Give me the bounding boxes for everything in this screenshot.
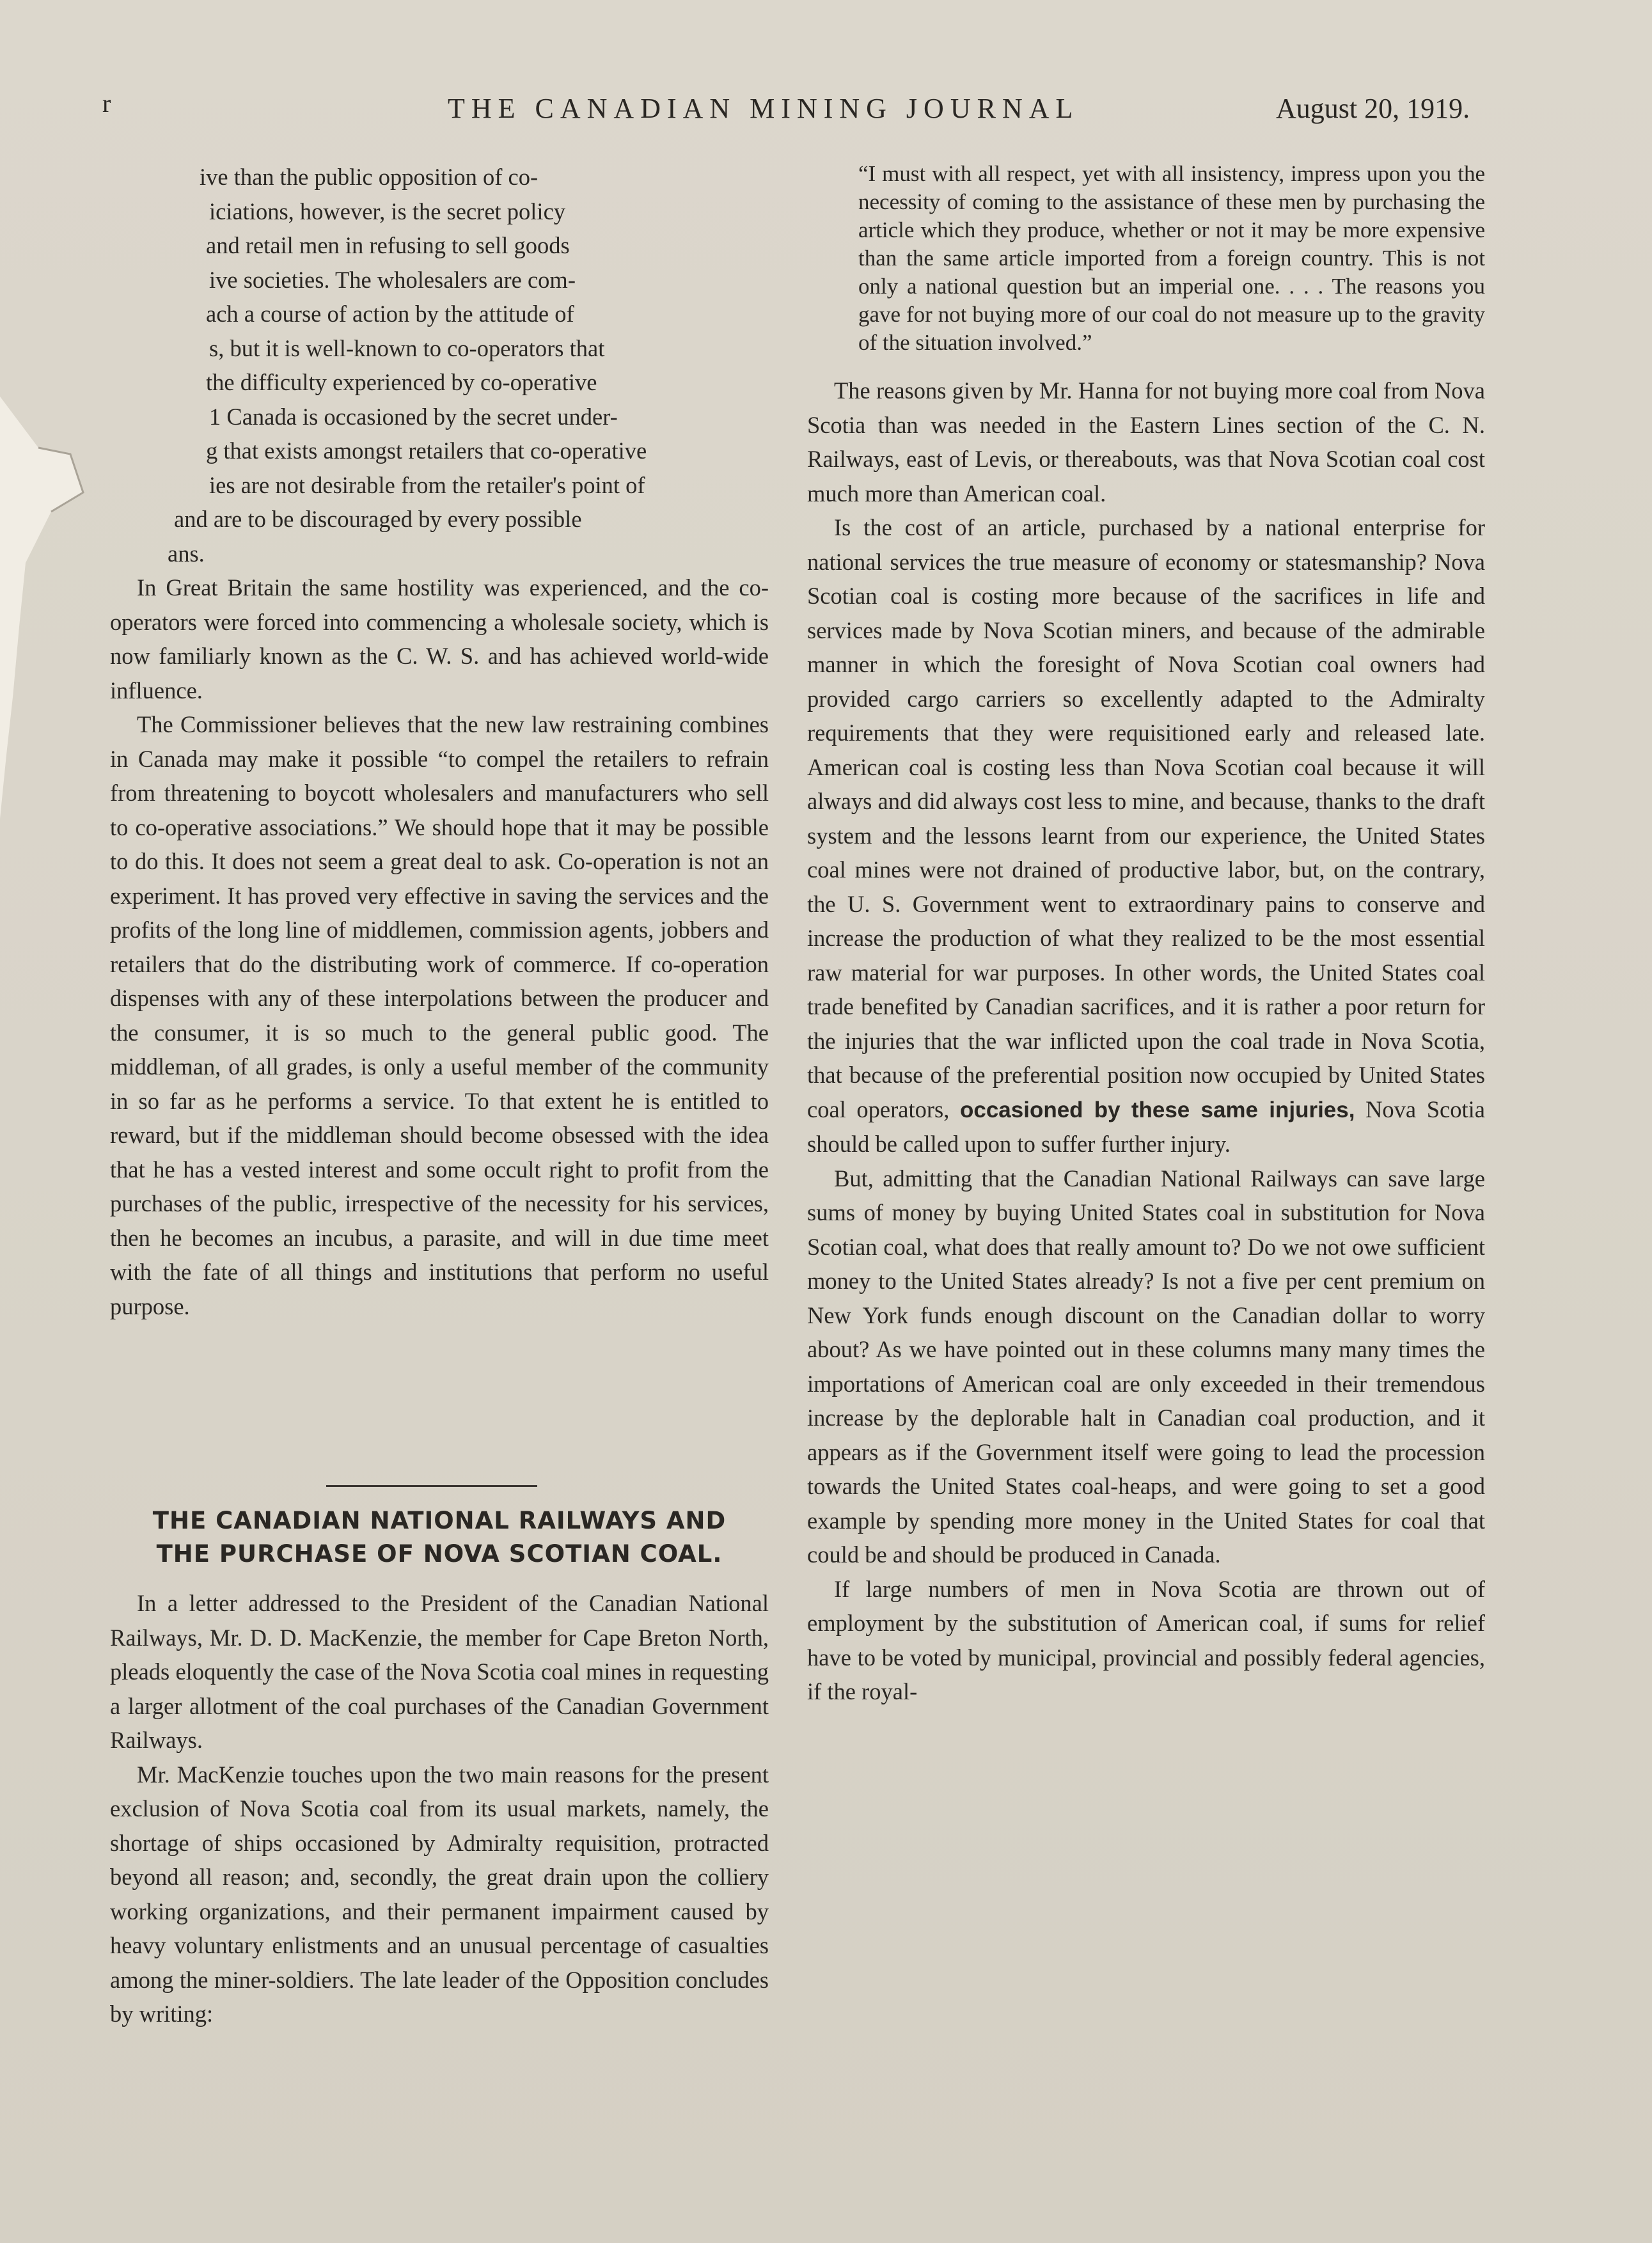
section-heading-line: THE CANADIAN NATIONAL RAILWAYS AND [152, 1507, 727, 1534]
torn-line: the difficulty experienced by co-operative [206, 369, 597, 395]
left-column [110, 160, 769, 1323]
block-quote: “I must with all respect, yet with all insistency, impress upon you the necessity of coming to the assistance of these men by purchasing the article which they produce, whether or not it may be more expensive than the same article imported from a foreign country. This is not only a national question but an imperial one. . . . The reasons you gave for not buying more of our coal do not measure up to the gravity of the situation involved.” [858, 161, 1485, 355]
page-header [0, 88, 1652, 127]
paragraph: If large numbers of men in Nova Scotia are thrown out of employment by the substitution of American coal, if sums for relief have to be voted by municipal, provincial and possibly federal agencies, if the royal- [807, 1575, 1485, 1704]
paragraph: In Great Britain the same hostility was experienced, and the co-operators were forced into commencing a wholesale society, which is now familiarly known as the C. W. S. and has achieved world-wide influence. [110, 574, 769, 704]
paragraph: Mr. MacKenzie touches upon the two main reasons for the present exclusion of Nova Scotia coal from its usual markets, namely, the shortage of ships occasioned by Admiralty requisition, protracted beyond all reason; and, secondly, the great drain upon the colliery working organizations, and their permanent impairment caused by heavy voluntary enlistments and an unusual percentage of casualties among the miner-soldiers. The late leader of the Opposition concludes by writing: [110, 1761, 769, 2027]
torn-line: ies are not desirable from the retailer's point of [209, 471, 645, 498]
torn-line: ans. [168, 540, 205, 567]
section-heading-line: THE PURCHASE OF NOVA SCOTIAN COAL. [156, 1540, 723, 1568]
torn-line: s, but it is well-known to co-operators that [209, 334, 605, 361]
paragraph: The reasons given by Mr. Hanna for not buying more coal from Nova Scotia than was needed in the Eastern Lines section of the C. N. Railways, east of Levis, or thereabouts, was that Nova Scotian coal cost much more than American coal. [807, 377, 1485, 507]
torn-line: 1 Canada is occasioned by the secret under- [209, 403, 618, 430]
journal-title: THE CANADIAN MINING JOURNAL [448, 93, 1080, 124]
torn-line: ive than the public opposition of co- [200, 164, 539, 190]
paragraph: But, admitting that the Canadian National Railways can save large sums of money by buying United States coal in substitution for Nova Scotian coal, what does that really amount to? Do we not owe sufficient money to the United States already? Is not a five per cent premium on New York funds enough discount on the Canadian dollar to worry about? As we have pointed out in these columns many many times the importations of American coal are only exceeded in their tremendous increase by the deplorable halt in Canadian coal production, and it appears as if the Government itself were going to lead the procession towards the United States coal-heaps, and were going to set a good example by spending more money in the United States for coal that could be and should be produced in Canada. [807, 1165, 1485, 1568]
paragraph: In a letter addressed to the President of the Canadian National Railways, Mr. D. D. MacKenzie, the member for Cape Breton North, pleads eloquently the case of the Nova Scotia coal mines in requesting a larger allotment of the coal purchases of the Canadian Government Railways. [110, 1590, 769, 1753]
torn-line: and are to be discouraged by every possible [174, 506, 582, 532]
torn-line: ive societies. The wholesalers are com- [209, 266, 576, 293]
torn-line: g that exists amongst retailers that co-operative [206, 437, 647, 464]
right-column [807, 160, 1485, 1709]
torn-line: and retail men in refusing to sell goods [206, 232, 570, 258]
article-body-left [110, 1586, 769, 2031]
torn-page-edge [0, 397, 109, 819]
issue-date: August 20, 1919. [1276, 93, 1470, 124]
paragraph-text: Is the cost of an article, purchased by a national enterprise for national services the true measure of economy or statesmanship? Nova Scotian coal is costing more because of the sacrifices in life and services made by Nova Scotian miners, and because of the admirable manner in which the foresight of Nova Scotian coal owners had provided cargo carriers so excellently adapted to the Admiralty requirements that they were requisitioned early and released late. American coal is costing less than Nova Scotian coal because it will always and did always cost less to mine, and because, thanks to the draft system and the lessons learnt from our experience, the United States coal mines were not drained of productive labor, but, on the contrary, the U. S. Government went to extraordinary pains to conserve and increase the production of what they realized to be the most essential raw material for war purposes. In other words, the United States coal trade benefited by Canadian sacrifices, and it is rather a poor return for the injuries that the war inflicted upon the coal trade in Nova Scotia, that because of the preferential position now occupied by United States coal operators, [807, 514, 1485, 1122]
header-mark: r [102, 89, 111, 118]
section-heading [110, 1504, 769, 1571]
torn-line: ach a course of action by the attitude of [206, 301, 574, 327]
torn-line: iciations, however, is the secret policy [209, 198, 566, 224]
paragraph-text: Nova Scotia should be called upon to suffer further injury. [807, 1096, 1485, 1157]
emphasis-text: occasioned by these same injuries, [959, 1097, 1355, 1122]
paragraph: The Commissioner believes that the new law restraining combines in Canada may make it possible “to compel the retailers to refrain from threatening to boycott wholesalers and manufacturers who sell to co-operative associations.” We should hope that it may be possible to do this. It does not seem a great deal to ask. Co-operation is not an experiment. It has proved very effective in saving the services and the profits of the long line of middlemen, commission agents, jobbers and retailers that do the distributing work of commerce. If co-operation dispenses with any of these interpolations between the producer and the consumer, it is so much to the general public good. The middleman, of all grades, is only a useful member of the community in so far as he performs a service. To that extent he is entitled to reward, but if the middleman should become obsessed with the idea that he has a vested interest and some occult right to profit from the purchases of the public, irrespective of the necessity for his services, then he becomes an incubus, a parasite, and will in due time meet with the fate of all things and institutions that perform no useful purpose. [110, 711, 769, 1319]
paragraph [807, 510, 1485, 1161]
section-divider [326, 1485, 537, 1487]
torn-paragraph [110, 160, 769, 571]
